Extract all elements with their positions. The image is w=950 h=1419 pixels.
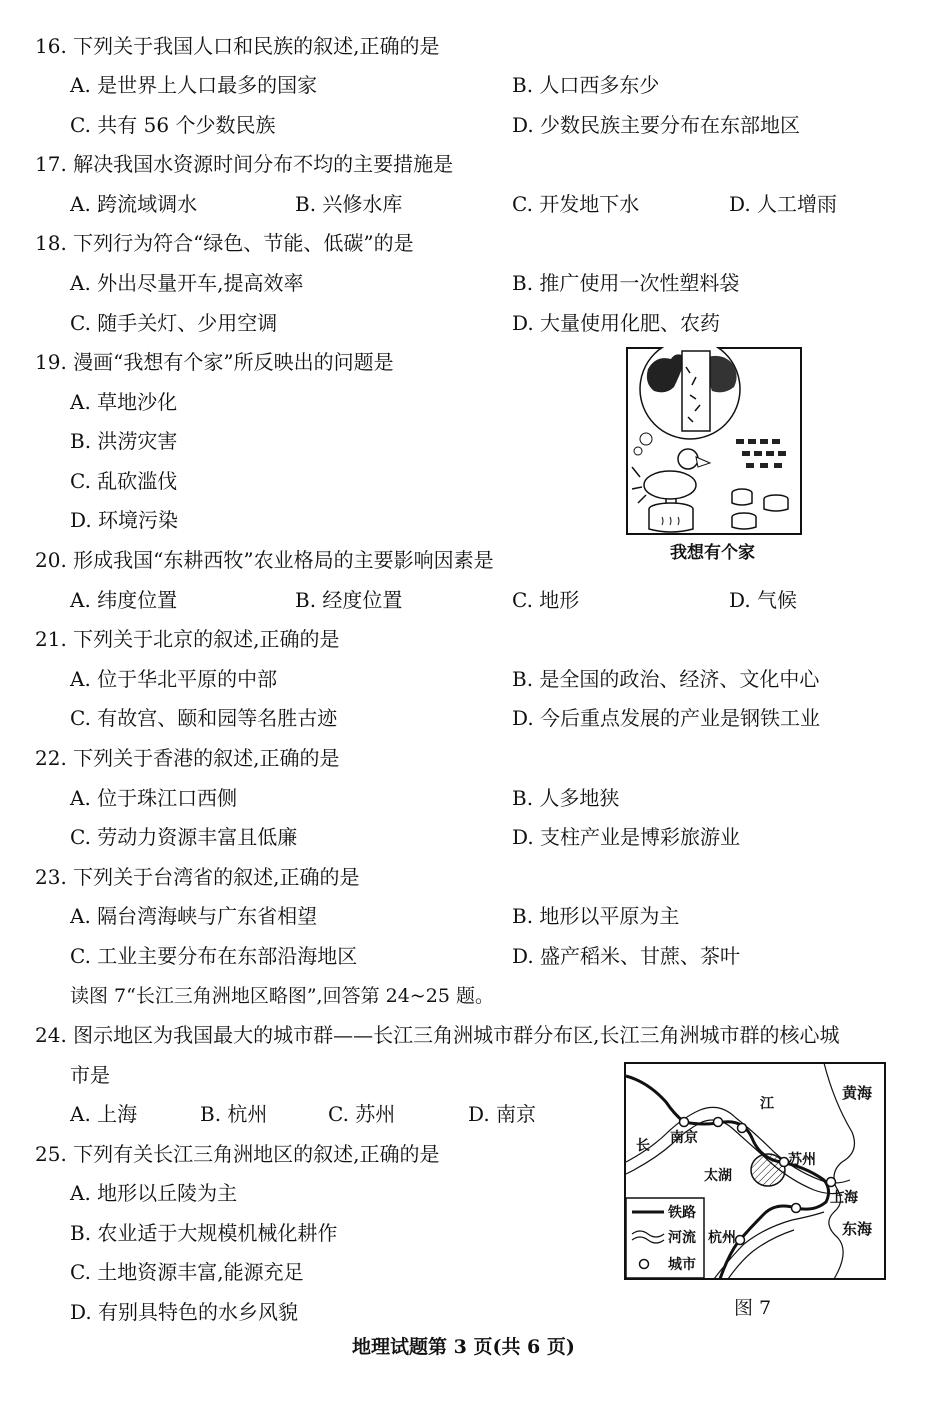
label-hangzhou: 杭州: [708, 1230, 736, 1246]
q21-option-c: C. 有故宫、颐和园等名胜古迹: [70, 706, 338, 730]
q16-option-c: C. 共有 56 个少数民族: [70, 113, 276, 137]
q25-option-d: D. 有别具特色的水乡风貌: [70, 1300, 299, 1324]
q17-stem: 17. 解决我国水资源时间分布不均的主要措施是: [35, 152, 454, 176]
q19-option-c: C. 乱砍滥伐: [70, 469, 178, 493]
q22-option-b: B. 人多地狭: [512, 786, 620, 810]
label-chang: 长: [636, 1138, 650, 1154]
map-drawing: [624, 1062, 886, 1280]
q25-option-c: C. 土地资源丰富,能源充足: [70, 1260, 304, 1284]
q23-option-c: C. 工业主要分布在东部沿海地区: [70, 944, 358, 968]
q20-option-a: A. 纬度位置: [70, 588, 178, 612]
q16-option-b: B. 人口西多东少: [512, 73, 660, 97]
q20-stem: 20. 形成我国“东耕西牧”农业格局的主要影响因素是: [35, 548, 494, 572]
cartoon-drawing: [626, 347, 802, 535]
label-nanjing: 南京: [670, 1130, 698, 1146]
q17-option-c: C. 开发地下水: [512, 192, 640, 216]
cartoon-figure: [626, 347, 802, 535]
q19-option-b: B. 洪涝灾害: [70, 429, 178, 453]
q22-option-a: A. 位于珠江口西侧: [70, 786, 238, 810]
q20-option-c: C. 地形: [512, 588, 580, 612]
q21-option-a: A. 位于华北平原的中部: [70, 667, 278, 691]
map-caption: 图 7: [734, 1297, 772, 1319]
label-donghai: 东海: [842, 1220, 873, 1238]
q19-stem: 19. 漫画“我想有个家”所反映出的问题是: [35, 350, 394, 374]
legend-railway: 铁路: [668, 1205, 696, 1221]
q19-option-d: D. 环境污染: [70, 508, 179, 532]
q22-option-c: C. 劳动力资源丰富且低廉: [70, 825, 298, 849]
q24-stem-line1: 24. 图示地区为我国最大的城市群——长江三角洲城市群分布区,长江三角洲城市群的核心城: [35, 1023, 840, 1047]
q20-option-d: D. 气候: [729, 588, 798, 612]
q18-option-d: D. 大量使用化肥、农药: [512, 311, 721, 335]
legend-city: 城市: [668, 1257, 696, 1273]
q23-option-d: D. 盛产稻米、甘蔗、茶叶: [512, 944, 741, 968]
legend-river: 河流: [668, 1230, 696, 1246]
q17-option-a: A. 跨流域调水: [70, 192, 198, 216]
q25-stem: 25. 下列有关长江三角洲地区的叙述,正确的是: [35, 1142, 440, 1166]
reading-instruction: 读图 7“长江三角洲地区略图”,回答第 24~25 题。: [70, 985, 494, 1007]
q18-option-b: B. 推广使用一次性塑料袋: [512, 271, 740, 295]
q24-option-c: C. 苏州: [328, 1102, 396, 1126]
q25-option-a: A. 地形以丘陵为主: [70, 1181, 238, 1205]
label-huanghai: 黄海: [842, 1084, 873, 1102]
q21-stem: 21. 下列关于北京的叙述,正确的是: [35, 627, 340, 651]
q24-option-d: D. 南京: [468, 1102, 537, 1126]
yangtze-delta-map: [624, 1062, 886, 1280]
label-suzhou: 苏州: [788, 1152, 816, 1168]
q16-option-d: D. 少数民族主要分布在东部地区: [512, 113, 801, 137]
q21-option-b: B. 是全国的政治、经济、文化中心: [512, 667, 820, 691]
cartoon-caption: 我想有个家: [670, 543, 755, 563]
q24-option-b: B. 杭州: [200, 1102, 268, 1126]
q18-option-c: C. 随手关灯、少用空调: [70, 311, 278, 335]
q25-option-b: B. 农业适于大规模机械化耕作: [70, 1221, 338, 1245]
q23-stem: 23. 下列关于台湾省的叙述,正确的是: [35, 865, 360, 889]
q22-stem: 22. 下列关于香港的叙述,正确的是: [35, 746, 340, 770]
q16-option-a: A. 是世界上人口最多的国家: [70, 73, 318, 97]
label-shanghai: 上海: [830, 1190, 858, 1206]
q16-stem: 16. 下列关于我国人口和民族的叙述,正确的是: [35, 34, 440, 58]
page-footer: 地理试题第 3 页(共 6 页): [352, 1336, 575, 1358]
q20-option-b: B. 经度位置: [295, 588, 403, 612]
q18-option-a: A. 外出尽量开车,提高效率: [70, 271, 304, 295]
q21-option-d: D. 今后重点发展的产业是钢铁工业: [512, 706, 821, 730]
q17-option-d: D. 人工增雨: [729, 192, 838, 216]
q24-stem-line2: 市是: [70, 1063, 110, 1087]
q22-option-d: D. 支柱产业是博彩旅游业: [512, 825, 741, 849]
q23-option-a: A. 隔台湾海峡与广东省相望: [70, 904, 318, 928]
label-taihu: 太湖: [704, 1168, 732, 1184]
label-jiang: 江: [760, 1096, 774, 1112]
q17-option-b: B. 兴修水库: [295, 192, 403, 216]
q23-option-b: B. 地形以平原为主: [512, 904, 680, 928]
q19-option-a: A. 草地沙化: [70, 390, 178, 414]
q18-stem: 18. 下列行为符合“绿色、节能、低碳”的是: [35, 231, 414, 255]
q24-option-a: A. 上海: [70, 1102, 138, 1126]
